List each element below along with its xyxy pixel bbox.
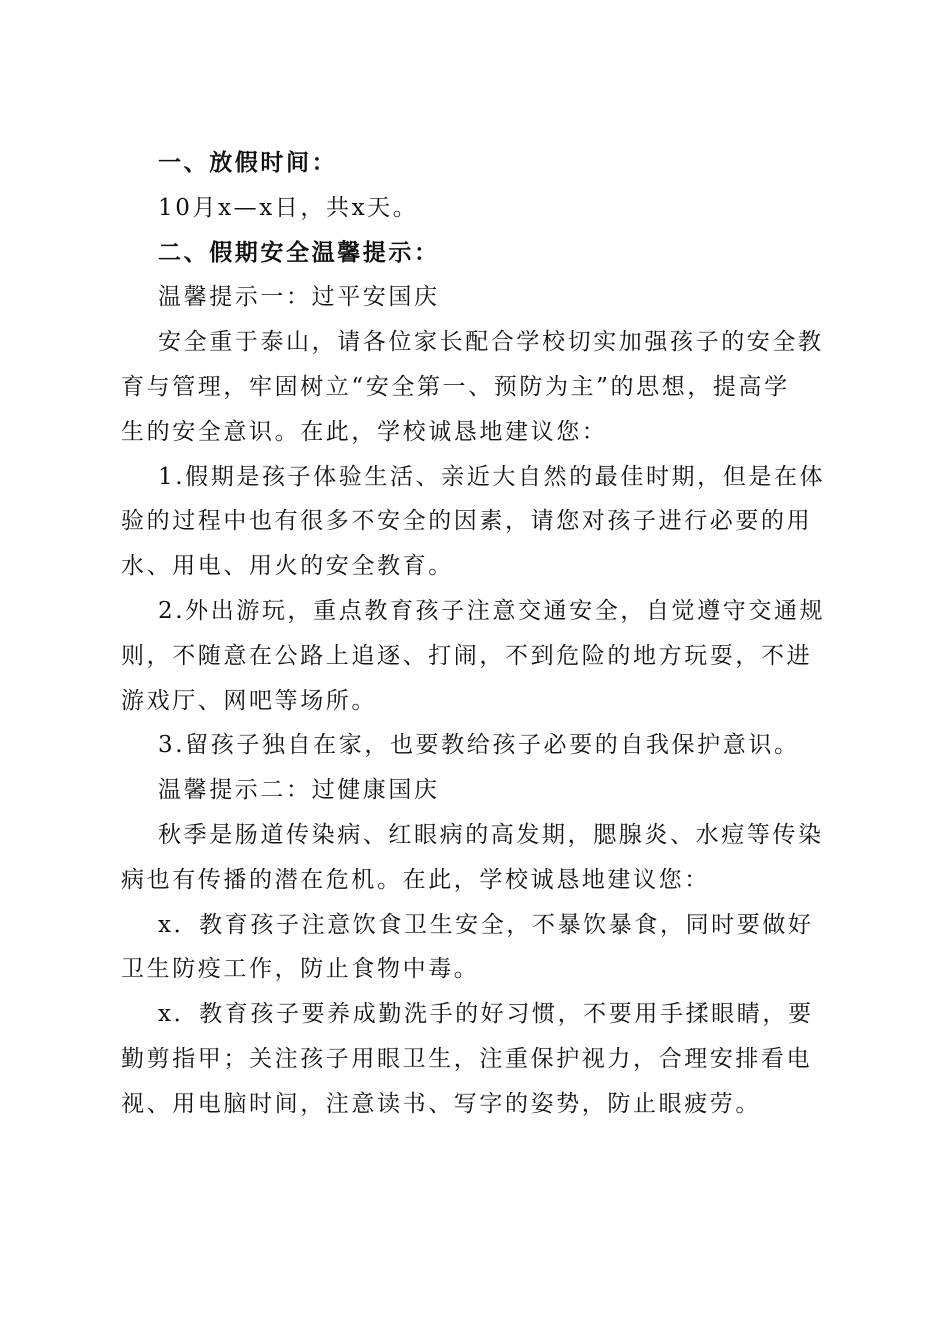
paragraph-line: 2.外出游玩，重点教育孩子注意交通安全，自觉遵守交通规 (158, 597, 826, 624)
tip1-intro-paragraph (121, 320, 829, 454)
tip2-item-2 (121, 992, 829, 1126)
paragraph-line: 卫生防疫工作，防止食物中毒。 (121, 956, 480, 983)
section-heading-safety-tips: 二、假期安全温馨提示： (158, 239, 440, 266)
paragraph-line: 秋季是肠道传染病、红眼病的高发期，腮腺炎、水痘等传染 (158, 821, 824, 848)
section-heading-holiday-time: 一、放假时间： (158, 150, 338, 176)
paragraph-line: 验的过程中也有很多不安全的因素，请您对孩子进行必要的用 (121, 508, 813, 535)
tip2-title: 温馨提示二：过健康国庆 (158, 777, 440, 804)
tip2-intro-paragraph (121, 813, 829, 903)
tip1-item-2 (121, 589, 829, 723)
paragraph-line: 视、用电脑时间，注意读书、写字的姿势，防止眼疲劳。 (121, 1090, 761, 1117)
tip1-item-1 (121, 455, 829, 589)
paragraph-line: x．教育孩子注意饮食卫生安全，不暴饮暴食，同时要做好 (158, 911, 814, 938)
paragraph-line: 勤剪指甲；关注孩子用眼卫生，注重保护视力，合理安排看电 (121, 1045, 813, 1072)
holiday-dates: 10月x—x日，共x天。 (158, 194, 419, 221)
document-body (121, 141, 829, 1127)
paragraph-line: 病也有传播的潜在危机。在此，学校诚恳地建议您： (121, 866, 710, 893)
tip2-item-1 (121, 903, 829, 993)
paragraph-line: 水、用电、用火的安全教育。 (121, 553, 454, 580)
paragraph-line: 生的安全意识。在此，学校诚恳地建议您： (121, 418, 608, 445)
tip1-title: 温馨提示一：过平安国庆 (158, 284, 440, 311)
paragraph-line: 安全重于泰山，请各位家长配合学校切实加强孩子的安全教 (158, 329, 824, 356)
paragraph-line: 3.留孩子独自在家，也要教给孩子必要的自我保护意识。 (158, 732, 800, 759)
paragraph-line: 则，不随意在公路上追逐、打闹，不到危险的地方玩耍，不进 (121, 642, 813, 669)
paragraph-line: x．教育孩子要养成勤洗手的好习惯，不要用手揉眼睛，要 (158, 1001, 814, 1028)
paragraph-line: 游戏厅、网吧等场所。 (121, 687, 377, 714)
tip1-item-3 (121, 723, 829, 768)
paragraph-line: 1.假期是孩子体验生活、亲近大自然的最佳时期，但是在体 (158, 463, 826, 490)
paragraph-line: 育与管理，牢固树立“安全第一、预防为主”的思想，提高学 (121, 373, 790, 400)
